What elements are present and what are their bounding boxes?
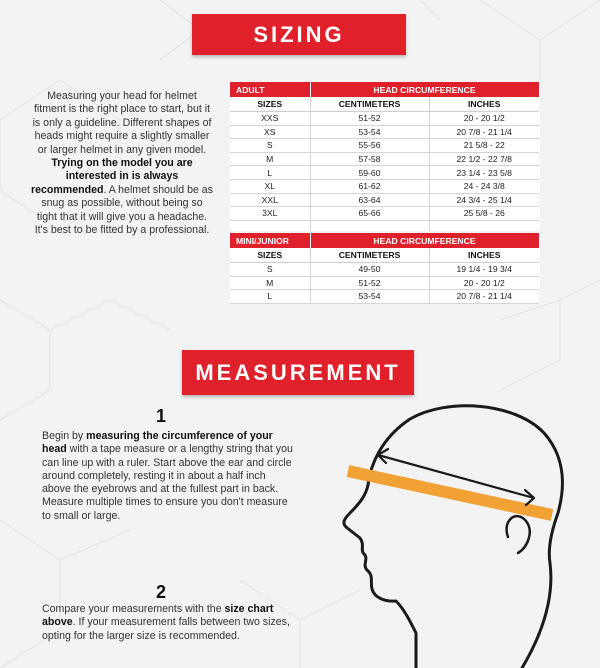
centimeters-cell: 51-52: [310, 276, 429, 290]
size-cell: S: [230, 263, 310, 277]
inches-cell: 20 - 20 1/2: [429, 112, 539, 126]
inches-cell: 24 3/4 - 25 1/4: [429, 193, 539, 207]
centimeters-cell: 53-54: [310, 290, 429, 304]
col-centimeters-header: CENTIMETERS: [310, 248, 429, 263]
size-cell: XL: [230, 179, 310, 193]
table-row: [230, 290, 539, 304]
table-row: [230, 112, 539, 126]
col-inches-header: INCHES: [429, 97, 539, 112]
inches-cell: 21 5/8 - 22: [429, 139, 539, 153]
measurement-banner: MEASUREMENT: [182, 350, 414, 395]
size-cell: 3XL: [230, 207, 310, 221]
centimeters-cell: 49-50: [310, 263, 429, 277]
sizing-banner: SIZING: [192, 14, 406, 55]
table-row: [230, 179, 539, 193]
table-row: [230, 152, 539, 166]
inches-cell: 19 1/4 - 19 3/4: [429, 263, 539, 277]
table-row: [230, 125, 539, 139]
centimeters-cell: 61-62: [310, 179, 429, 193]
spacer-cell: [310, 220, 429, 231]
table-row: [230, 193, 539, 207]
inches-cell: 20 7/8 - 21 1/4: [429, 290, 539, 304]
col-sizes-header: SIZES: [230, 97, 310, 112]
size-cell: XS: [230, 125, 310, 139]
centimeters-cell: 55-56: [310, 139, 429, 153]
step-1-text: Begin by measuring the circumference of your head with a tape measure or a lengthy string that you can line up with a ruler. Start above the ear and circle around completely, resting it in about a half inch above the eyebrows and at the fullest part in back. Measure multiple times to ensure you don't measure to small or large.: [42, 430, 293, 522]
spacer-cell: [230, 220, 310, 231]
size-cell: XXL: [230, 193, 310, 207]
size-cell: S: [230, 139, 310, 153]
head-circumference-header: HEAD CIRCUMFERENCE: [310, 233, 539, 248]
step-1-number: 1: [155, 406, 166, 426]
table-row: [230, 276, 539, 290]
centimeters-cell: 59-60: [310, 166, 429, 180]
col-inches-header: INCHES: [429, 248, 539, 263]
centimeters-cell: 63-64: [310, 193, 429, 207]
inches-cell: 20 - 20 1/2: [429, 276, 539, 290]
col-centimeters-header: CENTIMETERS: [310, 97, 429, 112]
size-cell: M: [230, 276, 310, 290]
size-cell: L: [230, 166, 310, 180]
size-cell: L: [230, 290, 310, 304]
inches-cell: 22 1/2 - 22 7/8: [429, 152, 539, 166]
step-2-text: Compare your measurements with the size chart above. If your measurement falls between two sizes, opting for the larger size is recommended.: [42, 603, 290, 642]
table-row: [230, 166, 539, 180]
size-cell: XXS: [230, 112, 310, 126]
table-spacer-row: [230, 220, 539, 231]
inches-cell: 23 1/4 - 23 5/8: [429, 166, 539, 180]
adult-size-table: [230, 82, 540, 231]
head-profile-illustration: [320, 395, 600, 668]
junior-size-table: [230, 233, 540, 304]
step-2-number: 2: [155, 582, 166, 602]
intro-paragraph: Measuring your head for helmet fitment is the right place to start, but it is only a guideline. Different shapes of heads might require a slightly smaller or larger helmet in any given model. Trying on the model you are interested in is always recommended. A helmet should be as snug as possible, without being so tight that it will give you a headache. It's best to be fitted by a professional.: [31, 90, 213, 237]
head-circumference-header: HEAD CIRCUMFERENCE: [310, 82, 539, 97]
table-row: [230, 263, 539, 277]
spacer-cell: [429, 220, 539, 231]
centimeters-cell: 57-58: [310, 152, 429, 166]
size-cell: M: [230, 152, 310, 166]
inches-cell: 24 - 24 3/8: [429, 179, 539, 193]
centimeters-cell: 51-52: [310, 112, 429, 126]
table-row: [230, 207, 539, 221]
centimeters-cell: 53-54: [310, 125, 429, 139]
inches-cell: 20 7/8 - 21 1/4: [429, 125, 539, 139]
inches-cell: 25 5/8 - 26: [429, 207, 539, 221]
table-row: [230, 139, 539, 153]
adult-label: ADULT: [230, 82, 310, 97]
centimeters-cell: 65-66: [310, 207, 429, 221]
col-sizes-header: SIZES: [230, 248, 310, 263]
junior-label: MINI/JUNIOR: [230, 233, 310, 248]
